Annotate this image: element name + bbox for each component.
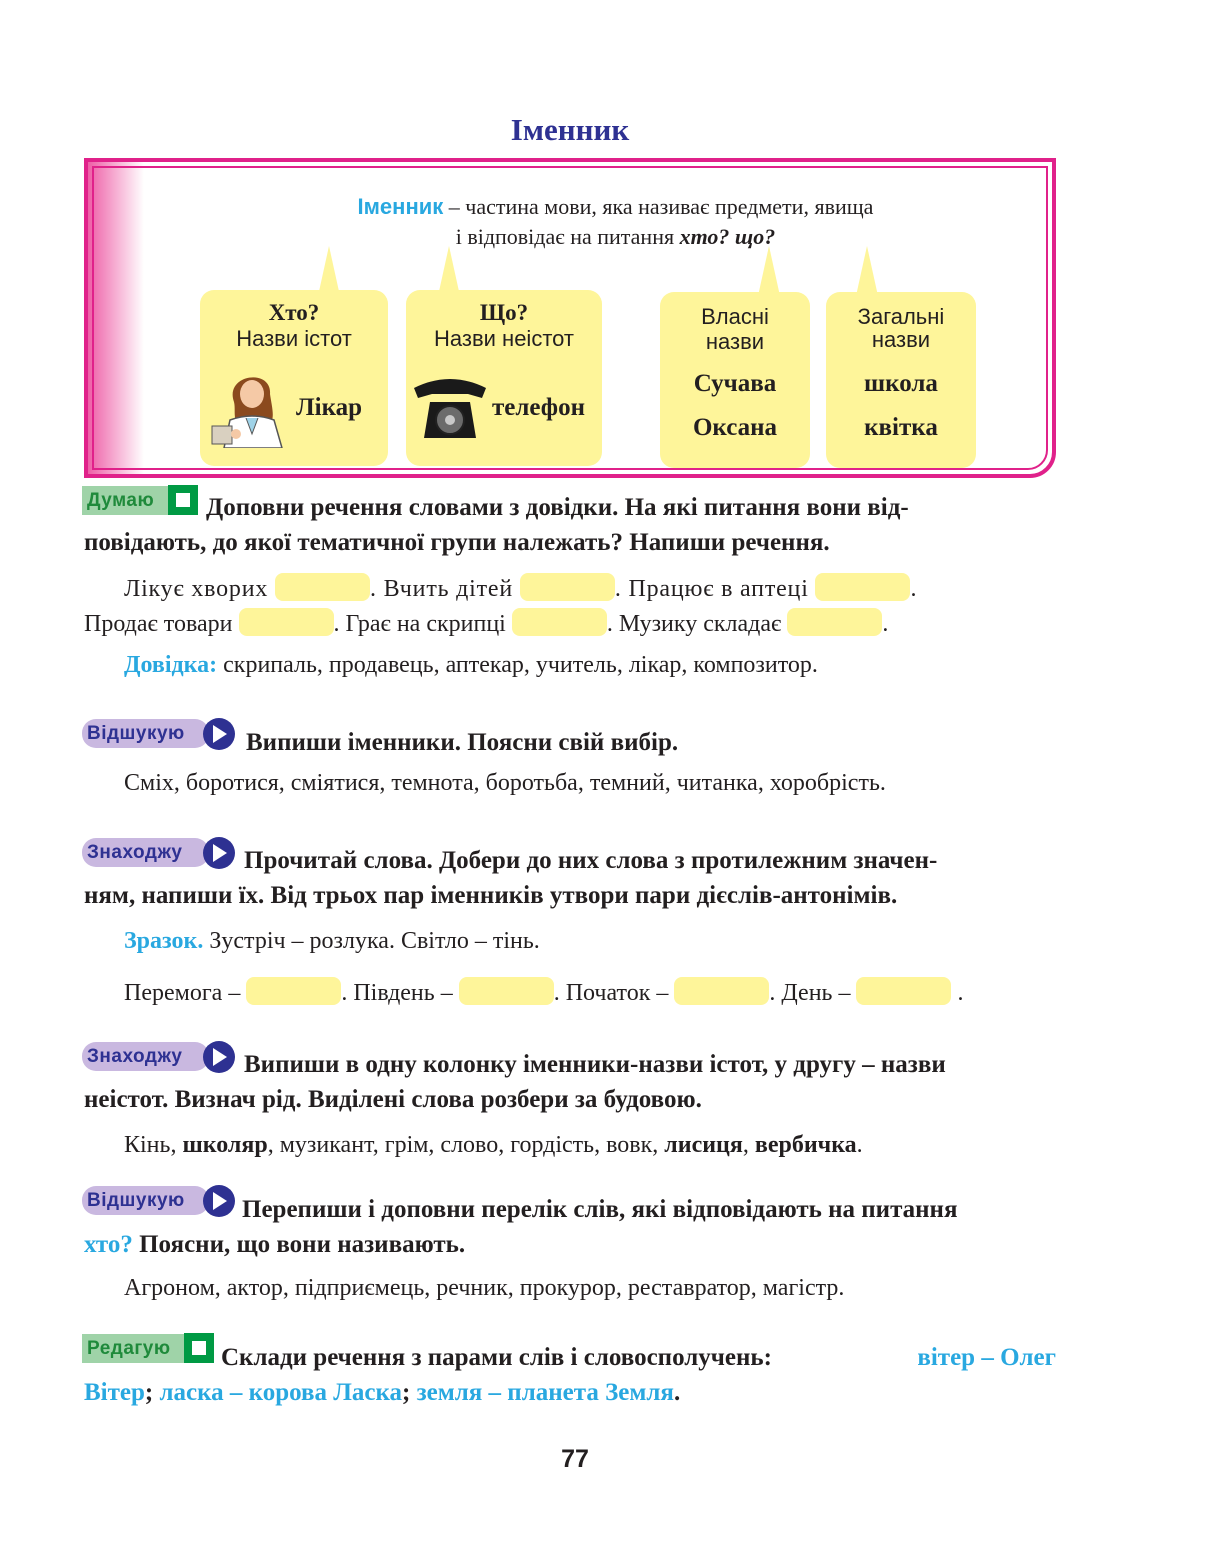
ex1-sentence-5: . Грає на скрипці [333, 611, 506, 637]
definition-text [258, 192, 973, 252]
bubble-tail-3 [758, 246, 780, 296]
ex1-sentence-6: . Музику складає [606, 611, 782, 637]
ex5-words: Агроном, актор, підприємець, речник, прокурор, реставратор, магістр. [124, 1275, 845, 1301]
telephone-illustration [410, 376, 490, 442]
ex3-task-line1: Прочитай слова. Добери до них слова з протилежним значен- [244, 847, 938, 874]
ex4-text: . [856, 1132, 863, 1158]
ex4-text: , [742, 1132, 755, 1158]
definition-question: хто? що? [679, 224, 776, 249]
bubble-subtitle: Назви неістот [434, 326, 574, 351]
page-title: Іменник [510, 112, 630, 147]
ex4-bold-word: лисиця [664, 1132, 743, 1158]
bubble-tail-4 [856, 246, 878, 296]
bubble-proper-nouns [660, 292, 810, 468]
ex6-separator: ; [402, 1379, 417, 1406]
ex1-sentence-1: Лікує хворих [124, 576, 269, 602]
ex1-task-line2: повідають, до якої тематичної групи належать? Напиши речення. [84, 529, 830, 556]
badge-vidshukuyu: Відшукую [82, 719, 209, 748]
ex3-task-line2: ням, напиши їх. Від трьох пар іменників утвори пари дієслів-антонімів. [84, 882, 898, 909]
ex3-word-3: . Початок – [553, 980, 669, 1006]
answer-blank[interactable] [520, 573, 615, 601]
bubble-tail-2 [438, 246, 460, 296]
ex4-bold-word: школяр [182, 1132, 268, 1158]
ex3-sample-text: Зустріч – розлука. Світло – тінь. [203, 928, 540, 954]
bubble-word-2: квітка [864, 414, 938, 441]
bubble-inanimate [406, 290, 602, 466]
bubble-subtitle: Назви істот [236, 326, 352, 351]
bubble-subtitle-2: назви [705, 329, 765, 354]
bubble-word-1: школа [864, 370, 938, 397]
ex1-sentences [84, 572, 1059, 683]
bubble-word: Лікар [296, 394, 363, 421]
ex4-text: Кінь, [124, 1132, 183, 1158]
answer-blank[interactable] [275, 573, 370, 601]
ex4-words [124, 1128, 863, 1163]
doctor-illustration [210, 364, 294, 448]
answer-blank[interactable] [239, 608, 334, 636]
ex4-task [84, 1047, 1056, 1117]
bubble-common-nouns [826, 292, 976, 468]
ex6-pair-1a: вітер – Олег [917, 1344, 1056, 1371]
ex4-task-line1: Випиши в одну колонку іменники-назви істот, у другу – назви [244, 1051, 946, 1078]
ex5-task [84, 1192, 1056, 1262]
ex1-reference-label: Довідка: [124, 652, 218, 678]
play-arrow-icon [203, 718, 235, 750]
ex3-word-1: Перемога – [124, 980, 241, 1006]
ex3-sample [124, 924, 540, 959]
ex6-pair-2: ласка – корова Ласка [159, 1379, 402, 1406]
ex4-bold-word: вербичка [754, 1132, 857, 1158]
bubble-subtitle-1: Загальні [857, 304, 945, 329]
answer-blank[interactable] [787, 608, 882, 636]
ex1-sentence-2: . Вчить дітей [370, 576, 514, 602]
ex4-task-line2: неістот. Визнач рід. Виділені слова розбери за будовою. [84, 1086, 702, 1113]
ex1-task [84, 490, 1056, 560]
bubble-word: телефон [492, 394, 586, 421]
ex1-sentence-3: . Працює в аптеці [614, 576, 809, 602]
ex1-task-line1: Доповни речення словами з довідки. На які питання вони від- [206, 494, 909, 521]
badge-vidshukuyu: Відшукую [82, 1186, 209, 1215]
ex6-separator: ; [144, 1379, 160, 1406]
answer-blank[interactable] [459, 977, 554, 1005]
ex3-word-4: . День – [769, 980, 851, 1006]
badge-znakhodzhu: Знаходжу [82, 838, 209, 867]
ex3-antonym-line [124, 976, 1059, 1011]
ex6-pair-1b: Вітер [84, 1379, 145, 1406]
bubble-subtitle-2: назви [871, 327, 931, 352]
answer-blank[interactable] [512, 608, 607, 636]
answer-blank[interactable] [815, 573, 910, 601]
answer-blank[interactable] [246, 977, 341, 1005]
answer-blank[interactable] [856, 977, 951, 1005]
ex1-end: . [882, 611, 889, 637]
definition-box [84, 158, 1056, 478]
ex5-task-rest: Поясни, що вони називають. [132, 1231, 466, 1258]
page-number: 77 [561, 1445, 589, 1473]
bubble-animate [200, 290, 388, 466]
ex4-text: , музикант, грім, слово, гордість, вовк, [267, 1132, 665, 1158]
ex6-task [84, 1340, 1056, 1410]
definition-line2: і відповідає на питання [455, 224, 680, 249]
definition-term: Іменник [357, 194, 444, 219]
ex3-end: . [957, 980, 964, 1006]
bubble-subtitle-1: Власні [701, 304, 769, 329]
answer-blank[interactable] [674, 977, 769, 1005]
bubble-word-1: Сучава [693, 370, 777, 397]
ex3-sample-label: Зразок. [124, 928, 204, 954]
ex6-task-text: Склади речення з парами слів і словосполучень: [221, 1344, 772, 1371]
ex1-sentence-4: Продає товари [84, 611, 233, 637]
ex5-task-line1: Перепиши і доповни перелік слів, які відповідають на питання [242, 1196, 958, 1223]
badge-redahuyu: Редагую [82, 1334, 187, 1363]
bubble-question: Хто? [268, 300, 320, 325]
ex1-reference-words: скрипаль, продавець, аптекар, учитель, лікар, композитор. [217, 652, 818, 678]
bubble-word-2: Оксана [692, 414, 778, 441]
badge-znakhodzhu: Знаходжу [82, 1042, 209, 1071]
definition-line1: – частина мови, яка називає предмети, явища [443, 194, 874, 219]
ex2-task: Випиши іменники. Поясни свій вибір. [246, 729, 679, 756]
bubble-tail-1 [318, 246, 340, 296]
ex5-question: хто? [84, 1231, 133, 1258]
ex2-words: Сміх, боротися, сміятися, темнота, боротьба, темний, читанка, хоробрість. [124, 770, 886, 796]
ex6-end: . [673, 1379, 681, 1406]
ex3-task [84, 843, 1056, 913]
bubble-question: Що? [479, 300, 529, 325]
ex3-word-2: . Південь – [341, 980, 453, 1006]
ex6-pair-3: земля – планета Земля [416, 1379, 674, 1406]
ex1-end: . [910, 576, 918, 602]
badge-dumayu: Думаю [82, 486, 171, 515]
